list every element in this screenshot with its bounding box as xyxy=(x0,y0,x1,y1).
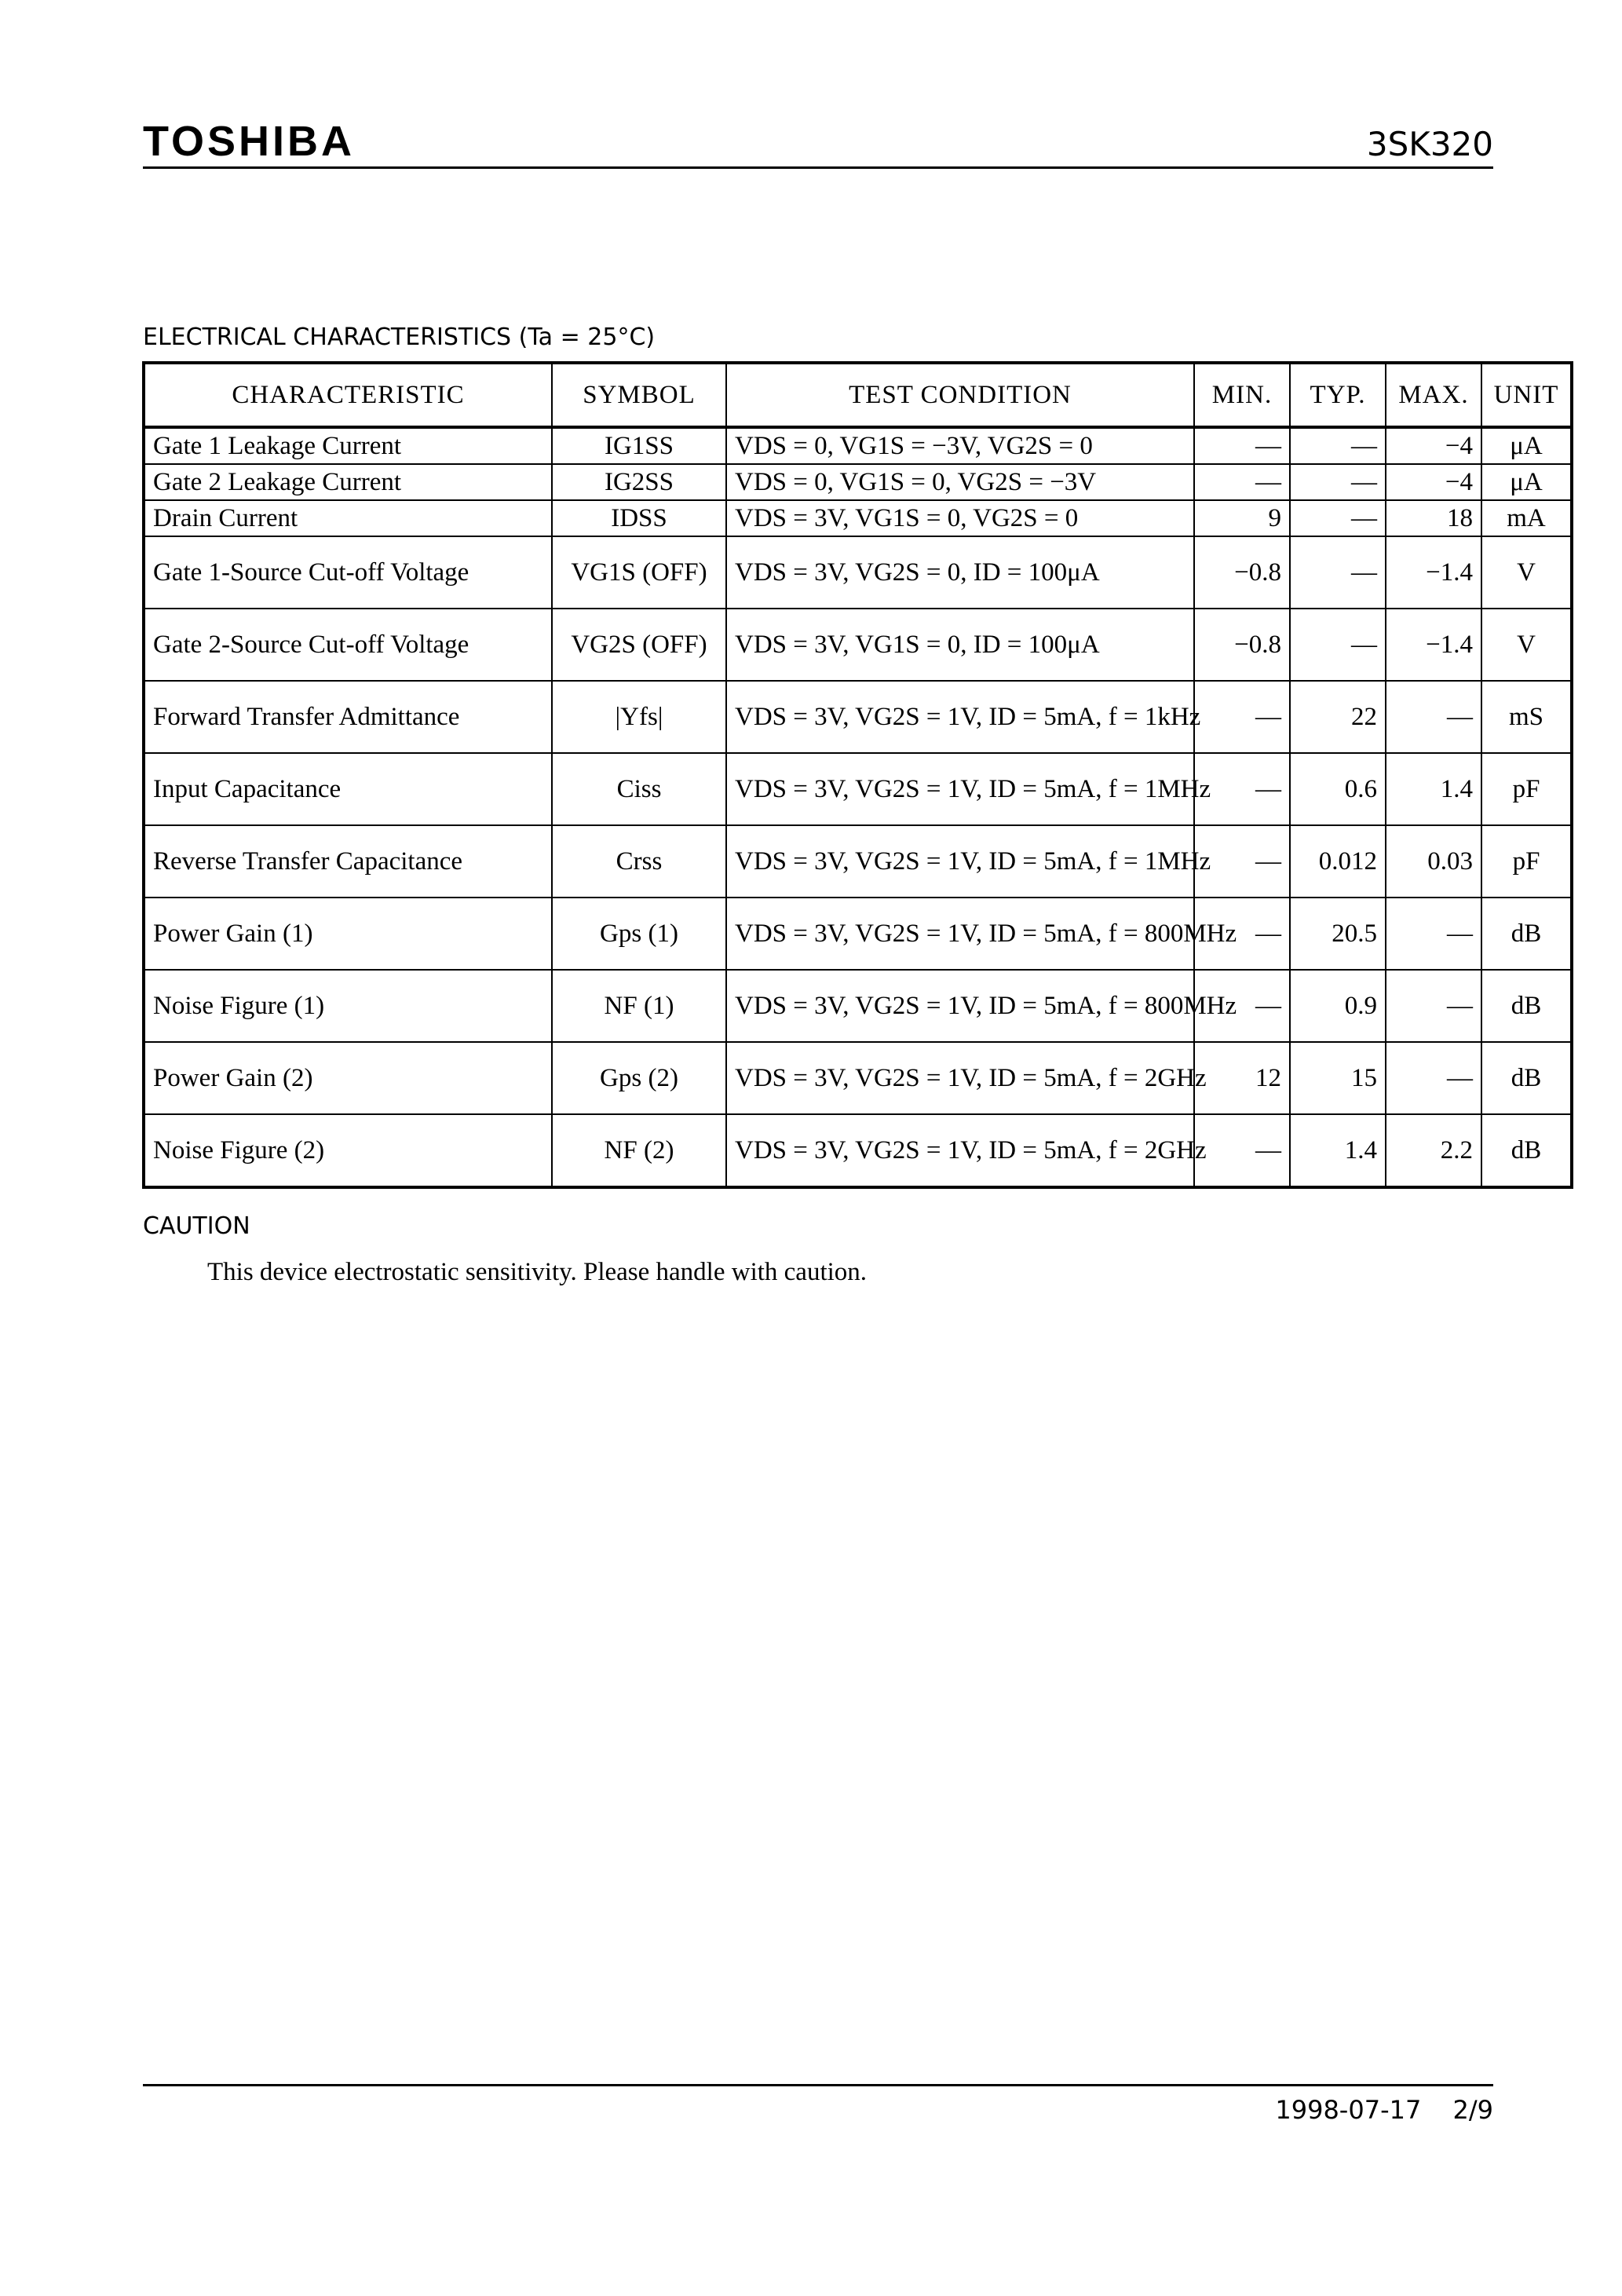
cell-characteristic: Input Capacitance xyxy=(144,753,552,825)
cell-typ: 0.6 xyxy=(1290,753,1386,825)
cell-unit: pF xyxy=(1481,825,1572,898)
cell-characteristic: Power Gain (2) xyxy=(144,1042,552,1114)
cell-symbol: NF (1) xyxy=(552,970,726,1042)
cell-min: — xyxy=(1194,753,1290,825)
cell-unit: dB xyxy=(1481,1114,1572,1187)
col-header-symbol: SYMBOL xyxy=(552,363,726,427)
cell-typ: — xyxy=(1290,536,1386,609)
cell-symbol: Ciss xyxy=(552,753,726,825)
cell-condition: VDS = 0, VG1S = −3V, VG2S = 0 xyxy=(726,427,1194,464)
cell-symbol: Gps (2) xyxy=(552,1042,726,1114)
cell-max: 1.4 xyxy=(1386,753,1481,825)
cell-condition: VDS = 3V, VG2S = 1V, ID = 5mA, f = 1kHz xyxy=(726,681,1194,753)
cell-condition: VDS = 3V, VG2S = 1V, ID = 5mA, f = 2GHz xyxy=(726,1042,1194,1114)
table-row xyxy=(144,970,1572,1042)
cell-symbol: Crss xyxy=(552,825,726,898)
cell-max: — xyxy=(1386,970,1481,1042)
cell-typ: — xyxy=(1290,500,1386,536)
cell-unit: mS xyxy=(1481,681,1572,753)
cell-condition: VDS = 3V, VG1S = 0, VG2S = 0 xyxy=(726,500,1194,536)
cell-max: — xyxy=(1386,898,1481,970)
cell-max: −4 xyxy=(1386,464,1481,500)
caution-text: This device electrostatic sensitivity. Please handle with caution. xyxy=(207,1258,868,1286)
cell-characteristic: Gate 2-Source Cut-off Voltage xyxy=(144,609,552,681)
page-header xyxy=(143,116,1493,169)
table-row xyxy=(144,898,1572,970)
cell-symbol: IDSS xyxy=(552,500,726,536)
cell-min: — xyxy=(1194,970,1290,1042)
table-row xyxy=(144,536,1572,609)
page-footer xyxy=(143,2084,1493,2125)
cell-min: −0.8 xyxy=(1194,536,1290,609)
cell-typ: 22 xyxy=(1290,681,1386,753)
part-number: 3SK320 xyxy=(1366,125,1493,163)
table-row xyxy=(144,609,1572,681)
cell-condition: VDS = 0, VG1S = 0, VG2S = −3V xyxy=(726,464,1194,500)
cell-symbol: NF (2) xyxy=(552,1114,726,1187)
cell-max: 2.2 xyxy=(1386,1114,1481,1187)
cell-max: — xyxy=(1386,681,1481,753)
brand-logo: TOSHIBA xyxy=(143,118,356,165)
cell-condition: VDS = 3V, VG2S = 1V, ID = 5mA, f = 800MHz xyxy=(726,898,1194,970)
cell-max: 18 xyxy=(1386,500,1481,536)
cell-max: −1.4 xyxy=(1386,536,1481,609)
cell-min: 9 xyxy=(1194,500,1290,536)
cell-condition: VDS = 3V, VG1S = 0, ID = 100μA xyxy=(726,609,1194,681)
cell-min: — xyxy=(1194,427,1290,464)
cell-max: 0.03 xyxy=(1386,825,1481,898)
col-header-typ: TYP. xyxy=(1290,363,1386,427)
cell-characteristic: Drain Current xyxy=(144,500,552,536)
cell-characteristic: Gate 1-Source Cut-off Voltage xyxy=(144,536,552,609)
cell-condition: VDS = 3V, VG2S = 1V, ID = 5mA, f = 800MHz xyxy=(726,970,1194,1042)
cell-unit: V xyxy=(1481,609,1572,681)
col-header-min: MIN. xyxy=(1194,363,1290,427)
cell-characteristic: Noise Figure (2) xyxy=(144,1114,552,1187)
cell-unit: dB xyxy=(1481,1042,1572,1114)
cell-unit: mA xyxy=(1481,500,1572,536)
cell-symbol: IG1SS xyxy=(552,427,726,464)
col-header-characteristic: CHARACTERISTIC xyxy=(144,363,552,427)
cell-characteristic: Reverse Transfer Capacitance xyxy=(144,825,552,898)
cell-condition: VDS = 3V, VG2S = 1V, ID = 5mA, f = 2GHz xyxy=(726,1114,1194,1187)
col-header-test-condition: TEST CONDITION xyxy=(726,363,1194,427)
cell-typ: — xyxy=(1290,464,1386,500)
table-row xyxy=(144,825,1572,898)
cell-condition: VDS = 3V, VG2S = 1V, ID = 5mA, f = 1MHz xyxy=(726,825,1194,898)
cell-typ: 20.5 xyxy=(1290,898,1386,970)
cell-max: −1.4 xyxy=(1386,609,1481,681)
cell-min: — xyxy=(1194,898,1290,970)
cell-symbol: IG2SS xyxy=(552,464,726,500)
cell-characteristic: Gate 2 Leakage Current xyxy=(144,464,552,500)
cell-min: — xyxy=(1194,464,1290,500)
cell-typ: — xyxy=(1290,609,1386,681)
cell-characteristic: Power Gain (1) xyxy=(144,898,552,970)
cell-symbol: Gps (1) xyxy=(552,898,726,970)
cell-min: — xyxy=(1194,1114,1290,1187)
table-row xyxy=(144,1114,1572,1187)
cell-symbol: VG2S (OFF) xyxy=(552,609,726,681)
cell-symbol: |Yfs| xyxy=(552,681,726,753)
footer-date-page: 1998-07-17 2/9 xyxy=(1275,2095,1493,2125)
cell-characteristic: Noise Figure (1) xyxy=(144,970,552,1042)
table-header-row xyxy=(144,363,1572,427)
table-row xyxy=(144,753,1572,825)
cell-unit: V xyxy=(1481,536,1572,609)
cell-unit: μA xyxy=(1481,427,1572,464)
cell-symbol: VG1S (OFF) xyxy=(552,536,726,609)
cell-unit: dB xyxy=(1481,970,1572,1042)
cell-typ: 0.9 xyxy=(1290,970,1386,1042)
cell-condition: VDS = 3V, VG2S = 1V, ID = 5mA, f = 1MHz xyxy=(726,753,1194,825)
cell-max: — xyxy=(1386,1042,1481,1114)
cell-typ: 15 xyxy=(1290,1042,1386,1114)
cell-max: −4 xyxy=(1386,427,1481,464)
cell-min: −0.8 xyxy=(1194,609,1290,681)
cell-typ: 0.012 xyxy=(1290,825,1386,898)
cell-typ: — xyxy=(1290,427,1386,464)
cell-min: — xyxy=(1194,681,1290,753)
cell-unit: μA xyxy=(1481,464,1572,500)
cell-typ: 1.4 xyxy=(1290,1114,1386,1187)
electrical-characteristics-table xyxy=(142,361,1573,1189)
table-row xyxy=(144,1042,1572,1114)
cell-characteristic: Gate 1 Leakage Current xyxy=(144,427,552,464)
table-row xyxy=(144,427,1572,464)
caution-title: CAUTION xyxy=(143,1212,250,1240)
table-row xyxy=(144,681,1572,753)
col-header-unit: UNIT xyxy=(1481,363,1572,427)
table-row xyxy=(144,464,1572,500)
cell-min: 12 xyxy=(1194,1042,1290,1114)
col-header-max: MAX. xyxy=(1386,363,1481,427)
cell-unit: pF xyxy=(1481,753,1572,825)
cell-condition: VDS = 3V, VG2S = 0, ID = 100μA xyxy=(726,536,1194,609)
section-title: ELECTRICAL CHARACTERISTICS (Ta = 25°C) xyxy=(143,324,656,351)
cell-min: — xyxy=(1194,825,1290,898)
table-row xyxy=(144,500,1572,536)
cell-unit: dB xyxy=(1481,898,1572,970)
cell-characteristic: Forward Transfer Admittance xyxy=(144,681,552,753)
